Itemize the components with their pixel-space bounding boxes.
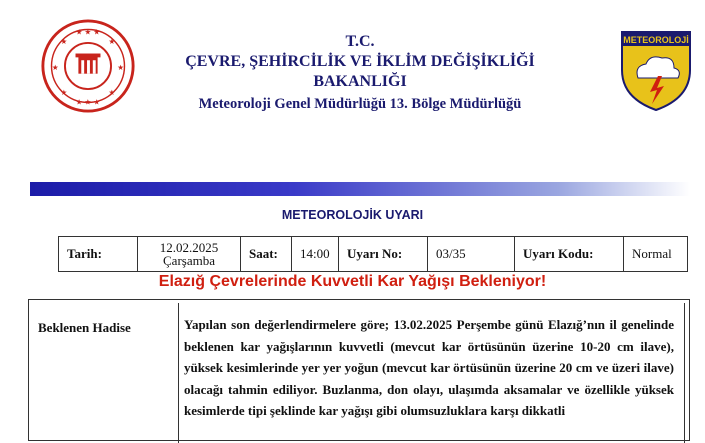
table-row [59,237,688,272]
svg-text:★ ★ ★: ★ ★ ★ [75,97,101,107]
meteorology-shield-logo [620,30,692,112]
date-label: Tarih: [59,237,138,272]
svg-text:★: ★ [60,87,68,97]
header-directorate: Meteoroloji Genel Müdürlüğü 13. Bölge Müdürlüğü [198,96,522,112]
warning-number-label: Uyarı No: [339,237,428,272]
svg-text:★: ★ [108,87,116,97]
warning-headline: Elazığ Çevrelerinde Kuvvetli Kar Yağışı Bekleniyor! [158,273,547,290]
day-value: Çarşamba [163,253,215,268]
date-cell [138,237,241,272]
expected-event-text: Yapılan son değerlendirmelere göre; 13.02.2025 Perşembe günü Elazığ’nın il genelinde beklenen kar yağışlarının kuvvetli (mevcut kar örtüsünün üzerine 10-20 cm ilave), yüksek kesimlerinde yer yer yoğun (mevcut kar örtüsünün üzerine 20 cm ve üzeri ilave) olacağı tahmin ediliyor. Buzlanma, don olayı, ulaşımda aksamalar ve özellikle yüksek kesimlerde tipi şeklinde kar yağışı gibi olumsuzluklara karşı dikkatli [184,317,674,418]
svg-text:★ ★ ★: ★ ★ ★ [75,27,101,37]
warning-code-value: Normal [624,237,688,272]
header-republic: T.C. [345,33,375,50]
warning-number-value: 03/35 [428,237,515,272]
logo-text: METEOROLOJİ [623,35,689,45]
svg-text:★: ★ [117,62,125,72]
date-value: 12.02.2025 [159,240,219,255]
header-ministry-name: ÇEVRE, ŞEHİRCİLİK VE İKLİM DEĞİŞİKLİĞİ [185,53,535,70]
svg-text:★: ★ [60,36,68,46]
ministry-seal-logo [40,18,136,114]
warning-meta-table [58,236,688,272]
warning-title: METEOROLOJİK UYARI [281,208,424,222]
expected-event-label: Beklenen Hadise [38,320,131,335]
svg-text:★: ★ [108,36,116,46]
warning-code-label: Uyarı Kodu: [515,237,624,272]
header-ministry-suffix: BAKANLIĞI [313,73,407,90]
time-value: 14:00 [292,237,339,272]
gradient-divider-bar [30,182,690,196]
time-label: Saat: [241,237,292,272]
document-header [150,32,570,114]
svg-text:★: ★ [51,62,59,72]
